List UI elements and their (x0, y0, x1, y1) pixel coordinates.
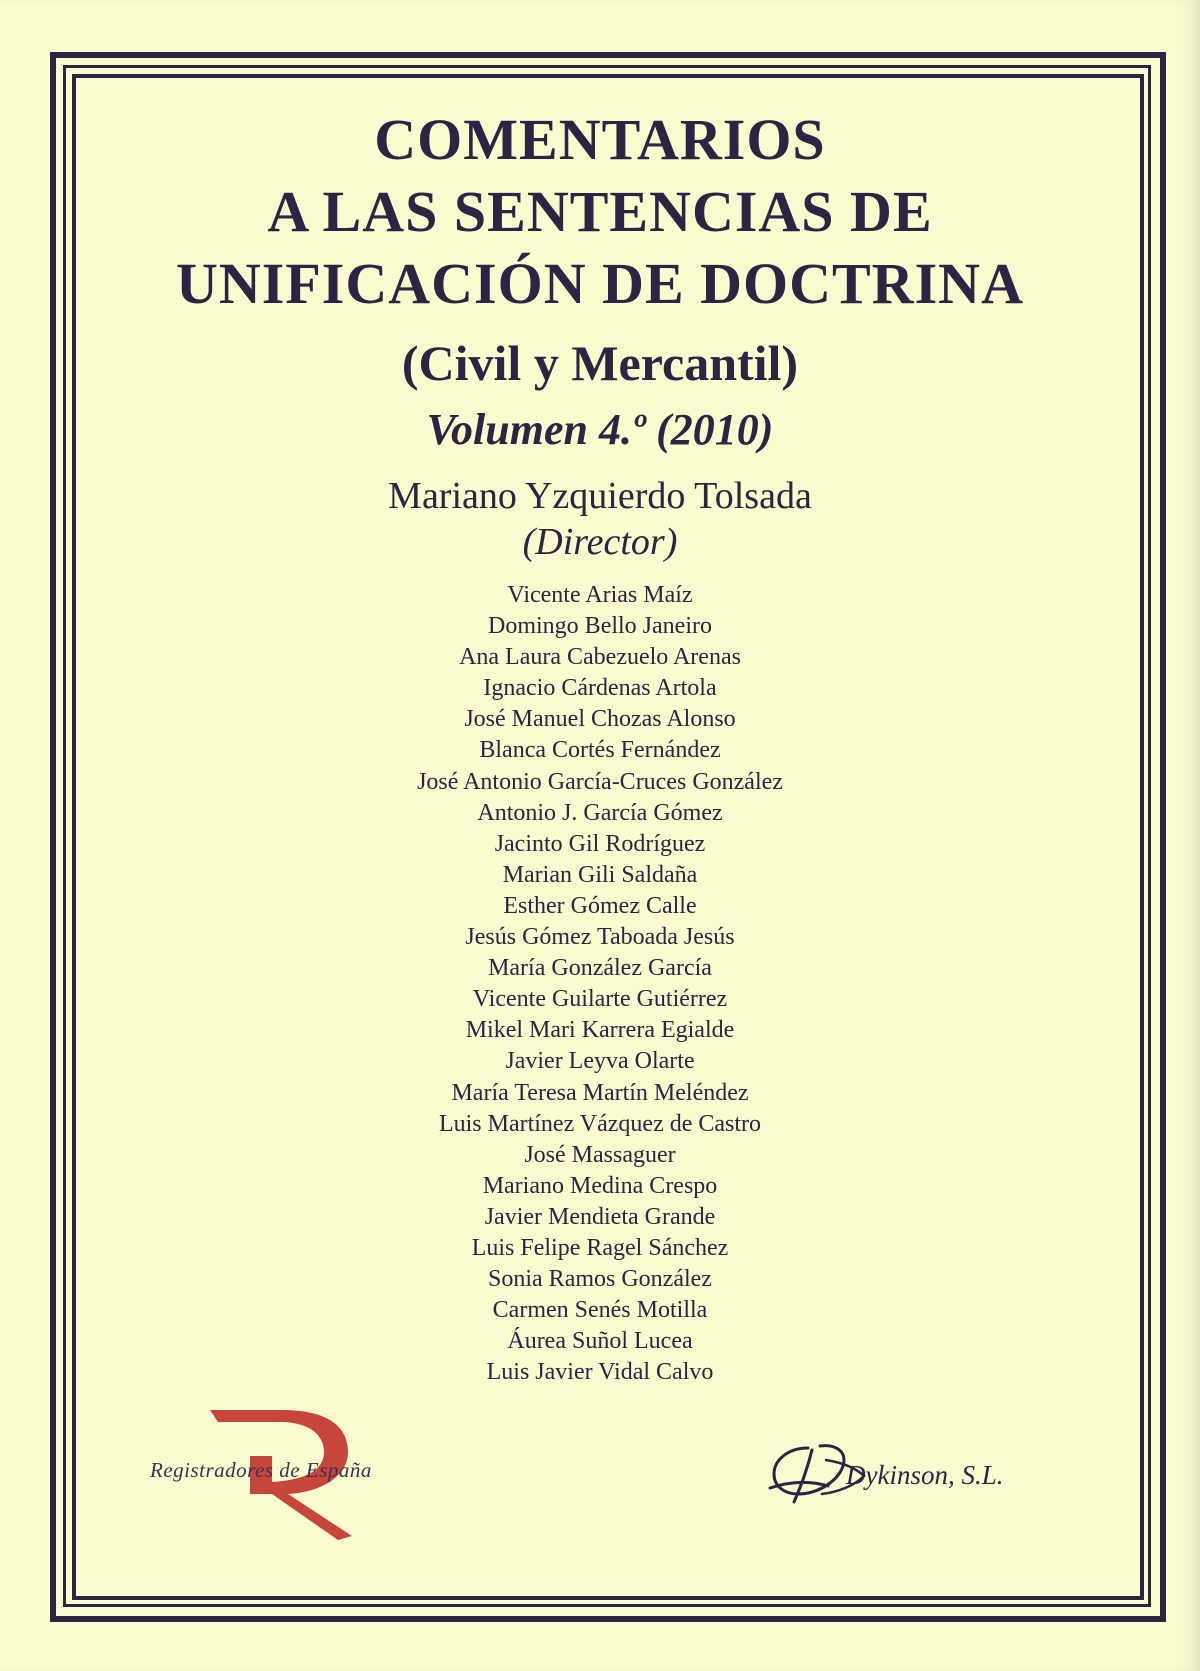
contributor-name: Ana Laura Cabezuelo Arenas (459, 644, 741, 671)
contributor-name: José Manuel Chozas Alonso (464, 706, 736, 733)
subtitle: (Civil y Mercantil) (401, 335, 799, 391)
contributor-name: Jacinto Gil Rodríguez (494, 830, 706, 857)
contributor-name: José Antonio García-Cruces González (417, 768, 783, 795)
contributor-name: José Massaguer (524, 1141, 676, 1168)
contributor-name: Antonio J. García Gómez (477, 799, 723, 826)
contributor-name: Luis Martínez Vázquez de Castro (438, 1110, 762, 1137)
contributor-name: Mikel Mari Karrera Egialde (465, 1017, 735, 1044)
contributor-name: Domingo Bello Janeiro (488, 613, 712, 640)
contributor-name: Luis Javier Vidal Calvo (486, 1359, 714, 1386)
contributors-list (80, 580, 1120, 1388)
contributor-name: Ignacio Cárdenas Artola (483, 675, 717, 702)
contributor-name: Sonia Ramos González (488, 1266, 712, 1293)
contributor-name: Vicente Arias Maíz (507, 582, 693, 608)
dykinson-logo-text: Dykinson, S.L. (846, 1460, 1004, 1490)
contributor-name: Blanca Cortés Fernández (479, 737, 721, 764)
director-name: Mariano Yzquierdo Tolsada (388, 475, 812, 517)
title-line-2: A LAS SENTENCIAS DE (267, 179, 933, 244)
contributor-name: María González García (488, 955, 712, 982)
contributor-name: Jesús Gómez Taboada Jesús (465, 924, 735, 951)
contributor-name: Javier Mendieta Grande (484, 1203, 716, 1230)
contributor-name: María Teresa Martín Meléndez (451, 1079, 749, 1106)
contributor-name: Luis Felipe Ragel Sánchez (471, 1234, 729, 1261)
title-line-3: UNIFICACIÓN DE DOCTRINA (176, 251, 1024, 316)
registradores-logo-text: Registradores de España (150, 1458, 372, 1482)
registradores-logo (150, 1396, 390, 1541)
contributor-name: Vicente Guilarte Gutiérrez (472, 986, 728, 1013)
contributor-name: Esther Gómez Calle (503, 892, 697, 919)
contributor-name: Áurea Suñol Lucea (507, 1328, 693, 1355)
title-line-1: COMENTARIOS (374, 107, 826, 172)
dykinson-logo (768, 1436, 1048, 1516)
contributor-name: Javier Leyva Olarte (505, 1048, 695, 1075)
contributor-name: Marian Gili Saldaña (502, 861, 698, 888)
volume-label: Volumen 4.º (2010) (426, 405, 774, 454)
director-role: (Director) (522, 521, 678, 563)
contributor-name: Carmen Senés Motilla (492, 1297, 708, 1324)
contributor-name: Mariano Medina Crespo (482, 1172, 718, 1199)
